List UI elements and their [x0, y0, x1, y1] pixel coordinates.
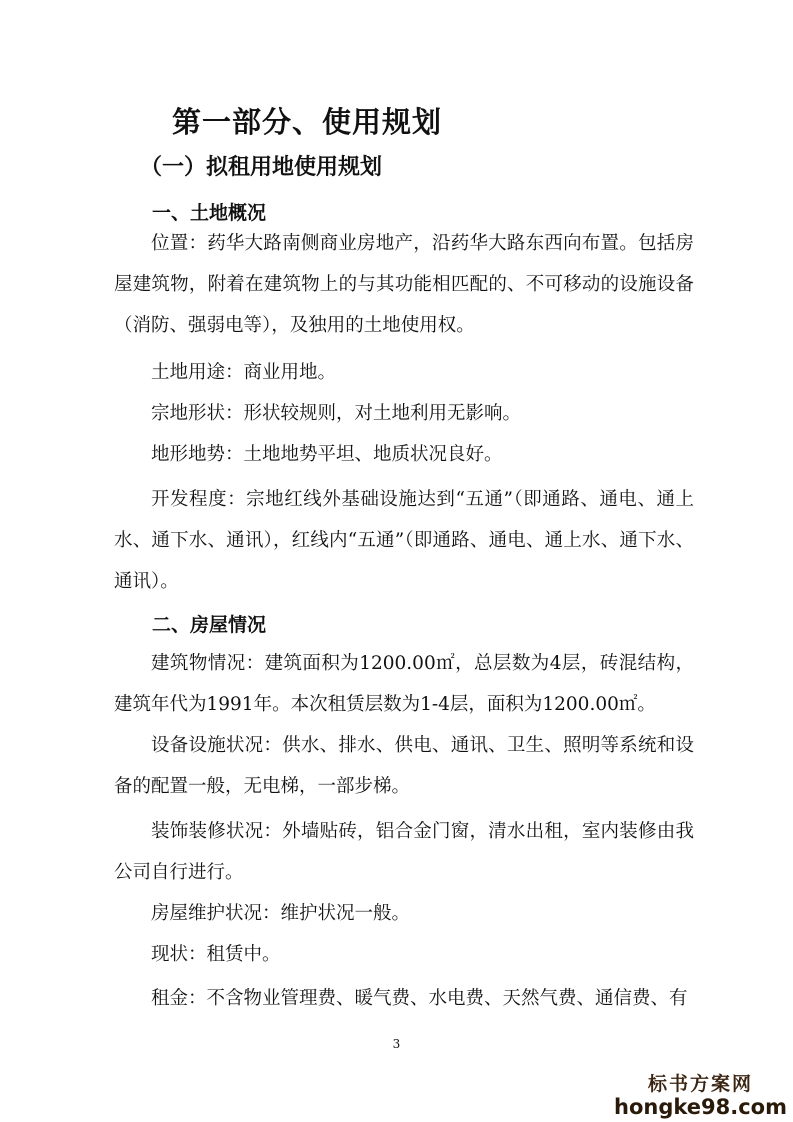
paragraph-building: 建筑物情况：建筑面积为1200.00㎡，总层数为4层，砖混结构，建筑年代为1991年。本次租赁层数为1-4层，面积为1200.00㎡。	[114, 653, 694, 715]
paragraph-status: 现状：租赁中。	[151, 944, 281, 965]
paragraph-rent: 租金：不含物业管理费、暖气费、水电费、天然气费、通信费、有	[151, 988, 688, 1009]
paragraph-decoration: 装饰装修状况：外墙贴砖，铝合金门窗，清水出租，室内装修由我公司自行进行。	[114, 821, 694, 883]
paragraph-location: 位置：药华大路南侧商业房地产，沿药华大路东西向布置。包括房屋建筑物，附着在建筑物上的与其功能相匹配的、不可移动的设施设备（消防、强弱电等），及独用的土地使用权。	[114, 233, 694, 336]
section-subtitle: （一）拟租用地使用规划	[140, 154, 383, 180]
heading-building-info: 二、房屋情况	[152, 614, 267, 636]
heading-land-overview: 一、土地概况	[152, 202, 267, 224]
page-number: 3	[392, 1037, 401, 1051]
watermark-url: hongke98.com	[614, 1095, 787, 1119]
watermark-site-name: 标书方案网	[648, 1073, 754, 1095]
paragraph-land-use: 土地用途：商业用地。	[151, 362, 337, 383]
paragraph-parcel-shape: 宗地形状：形状较规则，对土地利用无影响。	[151, 403, 522, 424]
paragraph-facilities: 设备设施状况：供水、排水、供电、通讯、卫生、照明等系统和设备的配置一般，无电梯，一部步梯。	[114, 735, 694, 797]
paragraph-maintenance: 房屋维护状况：维护状况一般。	[151, 903, 411, 924]
page-title: 第一部分、使用规划	[172, 105, 443, 139]
paragraph-terrain: 地形地势：土地地势平坦、地质状况良好。	[151, 444, 503, 465]
watermark	[614, 1075, 787, 1118]
paragraph-development: 开发程度：宗地红线外基础设施达到“五通”（即通路、通电、通上水、通下水、通讯），红线内“五通”（即通路、通电、通上水、通下水、通讯）。	[114, 489, 694, 592]
